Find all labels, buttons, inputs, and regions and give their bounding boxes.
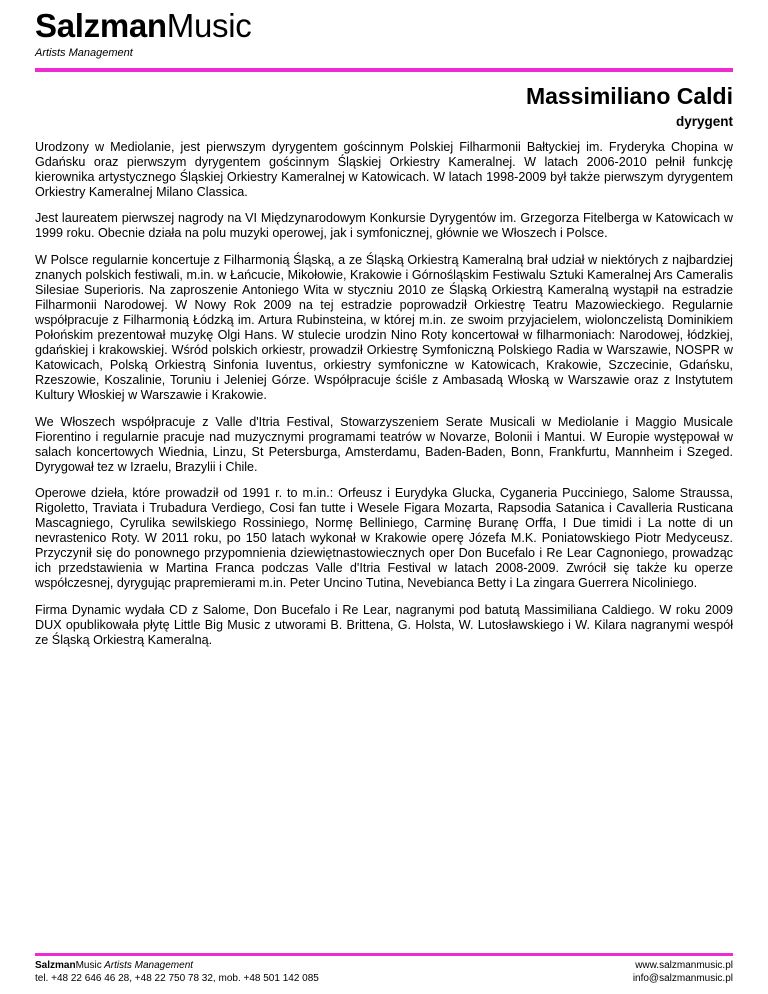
footer-brand-regular: Music bbox=[75, 960, 102, 971]
logo-brand-regular: Music bbox=[166, 7, 252, 44]
bio-paragraph: Urodzony w Mediolanie, jest pierwszym dyrygentem gościnnym Polskiej Filharmonii Bałtyckiej im. Fryderyka Chopina w Gdańsku oraz pierwszym dyrygentem gościnnym Śląskiej Orkiestry Kameralnej. W latach 2006-2010 pełnił funkcję kierownika artystycznego Śląskiej Orkiestry Kameralnej w Katowicach. W latach 1998-2009 był także pierwszym dyrygentem Orkiestry Kameralnej Milano Classica. bbox=[35, 140, 733, 200]
artist-name: Massimiliano Caldi bbox=[525, 83, 733, 109]
footer-brand-bold: Salzman bbox=[35, 960, 76, 971]
email-link[interactable]: info@salzmanmusic.pl bbox=[632, 973, 733, 984]
footer-brand-tagline: Artists Management bbox=[101, 960, 194, 971]
bio-paragraph: Jest laureatem pierwszej nagrody na VI Międzynarodowym Konkursie Dyrygentów im. Grzegorza Fitelberga w Katowicach w 1999 roku. Obecnie działa na polu muzyki operowej, jak i symfonicznej, głównie we Włoszech i Polsce. bbox=[35, 211, 733, 241]
footer-contact bbox=[35, 959, 319, 985]
footer-phones: tel. +48 22 646 46 28, +48 22 750 78 32, mob. +48 501 142 085 bbox=[35, 973, 319, 984]
footer-divider bbox=[35, 953, 733, 956]
artist-role: dyrygent bbox=[675, 114, 733, 129]
bio-paragraph: W Polsce regularnie koncertuje z Filharmonią Śląską, a ze Śląską Orkiestrą Kameralną brał udział w niektórych z najbardziej znanych polskich festiwali, m.in. w Łańcucie, Mikołowie, Krakowie i Górnośląskim Festiwalu Sztuki Kameralnej Ars Cameralis Silesiae Superioris. Na zaproszenie Antoniego Wita w styczniu 2010 ze Śląską Orkiestrą Kameralną wystąpił na estradzie Filharmonii Narodowej. W Nowy Rok 2009 na tej estradzie poprowadził Orkiestrę Teatru Mazowieckiego. Regularnie współpracuje z Filharmonią Łódzką im. Artura Rubinsteina, w której m.in. ze swoim przyjacielem, wiolonczelistą Dominikiem Połońskim prezentował muzykę Olgi Hans. W stulecie urodzin Nino Roty koncertował w filharmoniach: Narodowej, łódzkiej, gdańskiej i krakowskiej. Wśród polskich orkiestr, prowadził Orkiestrę Symfoniczną Polskiego Radia w Warszawie, NOSPR w Katowicach, Polską Orkiestrą Sinfonia Iuventus, orkiestry symfoniczne w Katowicach, Krakowie, Szczecinie, Gdańsku, Rzeszowie, Koszalinie, Toruniu i Jeleniej Górze. Współpracuje ściśle z Ambasadą Włoską w Warszawie oraz z Instytutem Kultury Włoskiej w Warszawie i Krakowie. bbox=[35, 252, 733, 403]
logo-brand-bold: Salzman bbox=[35, 7, 167, 44]
logo-tagline: Artists Management bbox=[35, 47, 133, 59]
logo bbox=[35, 8, 251, 59]
header-divider bbox=[35, 68, 733, 72]
bio-paragraph: Firma Dynamic wydała CD z Salome, Don Bucefalo i Re Lear, nagranymi pod batutą Massimiliana Caldiego. W roku 2009 DUX opublikowała płytę Little Big Music z utworami B. Brittena, G. Holsta, W. Lutosławskiego i W. Kilara nagranymi wespół ze Śląską Orkiestrą Kameralną. bbox=[35, 602, 733, 647]
footer-links bbox=[633, 959, 733, 985]
footer-brand bbox=[35, 959, 319, 972]
logo-wordmark bbox=[35, 8, 251, 44]
website-link[interactable]: www.salzmanmusic.pl bbox=[635, 960, 733, 971]
bio-paragraph: Operowe dzieła, które prowadził od 1991 r. to m.in.: Orfeusz i Eurydyka Glucka, Cyganeria Pucciniego, Salome Straussa, Rigoletto, Traviata i Trubadura Verdiego, Cosi fan tutte i Wesele Figara Mozarta, Rapsodia Satanica i Cavalleria Rusticana Mascagniego, Cyrulika sewilskiego Rossiniego, Normę Belliniego, Carminę Buranę Orffa, I Due timidi i La notte di un nevrastenico Roty. W 2011 roku, po 150 latach wykonał w Krakowie operę Józefa M.K. Poniatowskiego Piotr Medyceusz. Przyczynił się do ponownego przypomnienia dziewiętnastowiecznych oper Don Bucefalo i Re Lear Cagnoniego, prowadząc ich przedstawienia w Martina Franca podczas Valle d'Itria Festival w latach 2008-2009. Zwrócił się także ku operze współczesnej, dyrygując prapremierami m.in. Peter Uncino Tutina, Nevebianca Betty i La zingara Guerrera Nicoliniego. bbox=[35, 485, 733, 591]
bio-paragraph: We Włoszech współpracuje z Valle d'Itria Festival, Stowarzyszeniem Serate Musicali w Mediolanie i Maggio Musicale Fiorentino i regularnie pracuje nad muzycznymi programami teatrów w Novarze, Bolonii i Mantui. W Europie występował w salach koncertowych Wiednia, Linzu, St Petersburga, Amsterdamu, Baden-Baden, Bonn, Frankfurtu, Mannheim i Szeged. Dyrygował tez w Izraelu, Brazylii i Chile. bbox=[35, 414, 733, 474]
biography bbox=[35, 140, 733, 659]
